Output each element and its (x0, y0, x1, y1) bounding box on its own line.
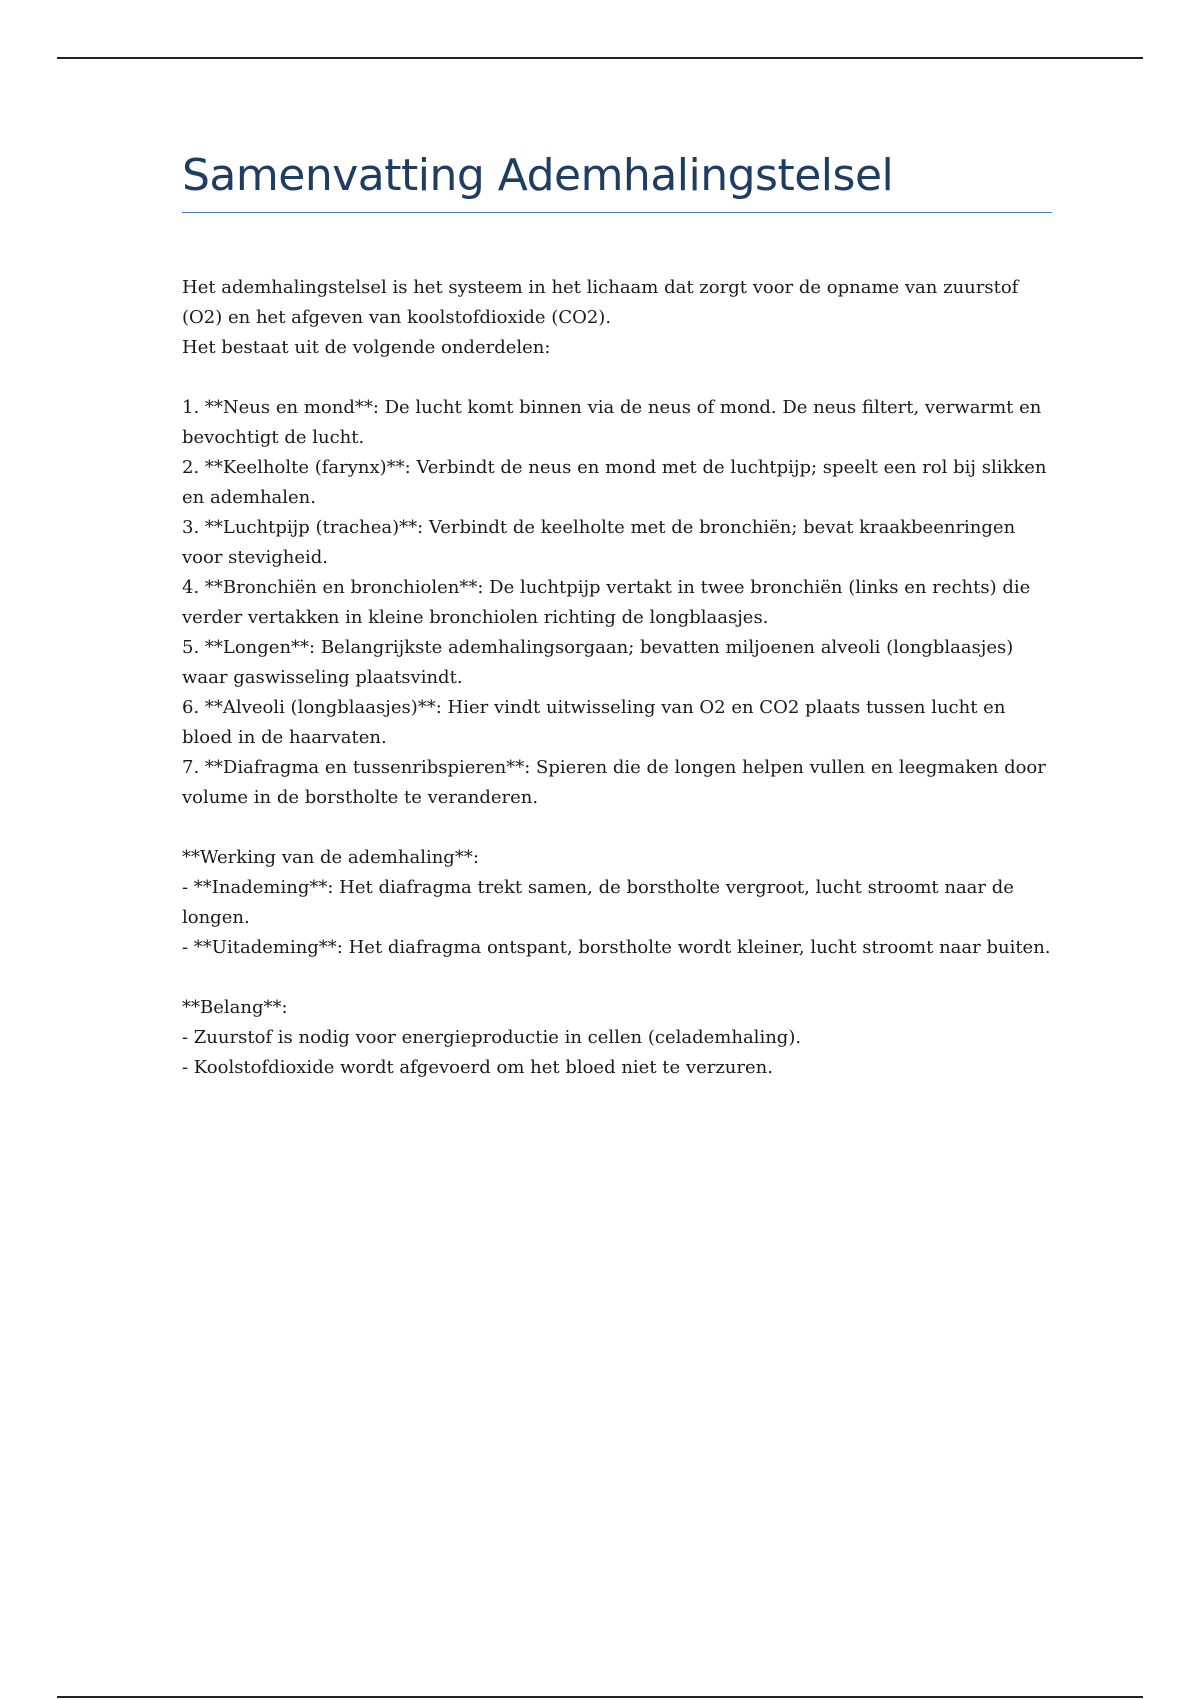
intro-paragraph: Het ademhalingstelsel is het systeem in het lichaam dat zorgt voor de opname van zuurstof (O2) en het afgeven van koolstofdioxide (CO2). (182, 277, 1019, 328)
blank-line (182, 963, 1052, 993)
importance-heading: **Belang**: (182, 997, 288, 1018)
footer-rule (57, 1696, 1143, 1698)
part-item-3: 3. **Luchtpijp (trachea)**: Verbindt de keelholte met de bronchiën; bevat kraakbeenringen voor stevigheid. (182, 517, 1016, 568)
part-item-2: 2. **Keelholte (farynx)**: Verbindt de neus en mond met de luchtpijp; speelt een rol bij slikken en ademhalen. (182, 457, 1047, 508)
document-body (182, 150, 1052, 1083)
working-item-uitademing: - **Uitademing**: Het diafragma ontspant, borstholte wordt kleiner, lucht stroomt naar buiten. (182, 937, 1051, 958)
blank-line (182, 813, 1052, 843)
part-item-7: 7. **Diafragma en tussenribspieren**: Spieren die de longen helpen vullen en leegmaken door volume in de borstholte te veranderen. (182, 757, 1046, 808)
working-item-inademing: - **Inademing**: Het diafragma trekt samen, de borstholte vergroot, lucht stroomt naar de longen. (182, 877, 1014, 928)
document-title: Samenvatting Ademhalingstelsel (182, 150, 894, 201)
document-text (182, 273, 1052, 1083)
part-item-5: 5. **Longen**: Belangrijkste ademhalingsorgaan; bevatten miljoenen alveoli (longblaasjes) waar gaswisseling plaatsvindt. (182, 637, 1014, 688)
part-item-1: 1. **Neus en mond**: De lucht komt binnen via de neus of mond. De neus filtert, verwarmt en bevochtigt de lucht. (182, 397, 1042, 448)
part-item-4: 4. **Bronchiën en bronchiolen**: De luchtpijp vertakt in twee bronchiën (links en rechts) die verder vertakken in kleine bronchiolen richting de longblaasjes. (182, 577, 1031, 628)
working-heading: **Werking van de ademhaling**: (182, 847, 479, 868)
part-item-6: 6. **Alveoli (longblaasjes)**: Hier vindt uitwisseling van O2 en CO2 plaats tussen lucht en bloed in de haarvaten. (182, 697, 1006, 748)
intro-paragraph-2: Het bestaat uit de volgende onderdelen: (182, 337, 551, 358)
header-rule (57, 57, 1143, 59)
importance-item-1: - Zuurstof is nodig voor energieproductie in cellen (celademhaling). (182, 1027, 802, 1048)
blank-line (182, 363, 1052, 393)
importance-item-2: - Koolstofdioxide wordt afgevoerd om het bloed niet te verzuren. (182, 1057, 773, 1078)
title-underline (182, 212, 1052, 213)
